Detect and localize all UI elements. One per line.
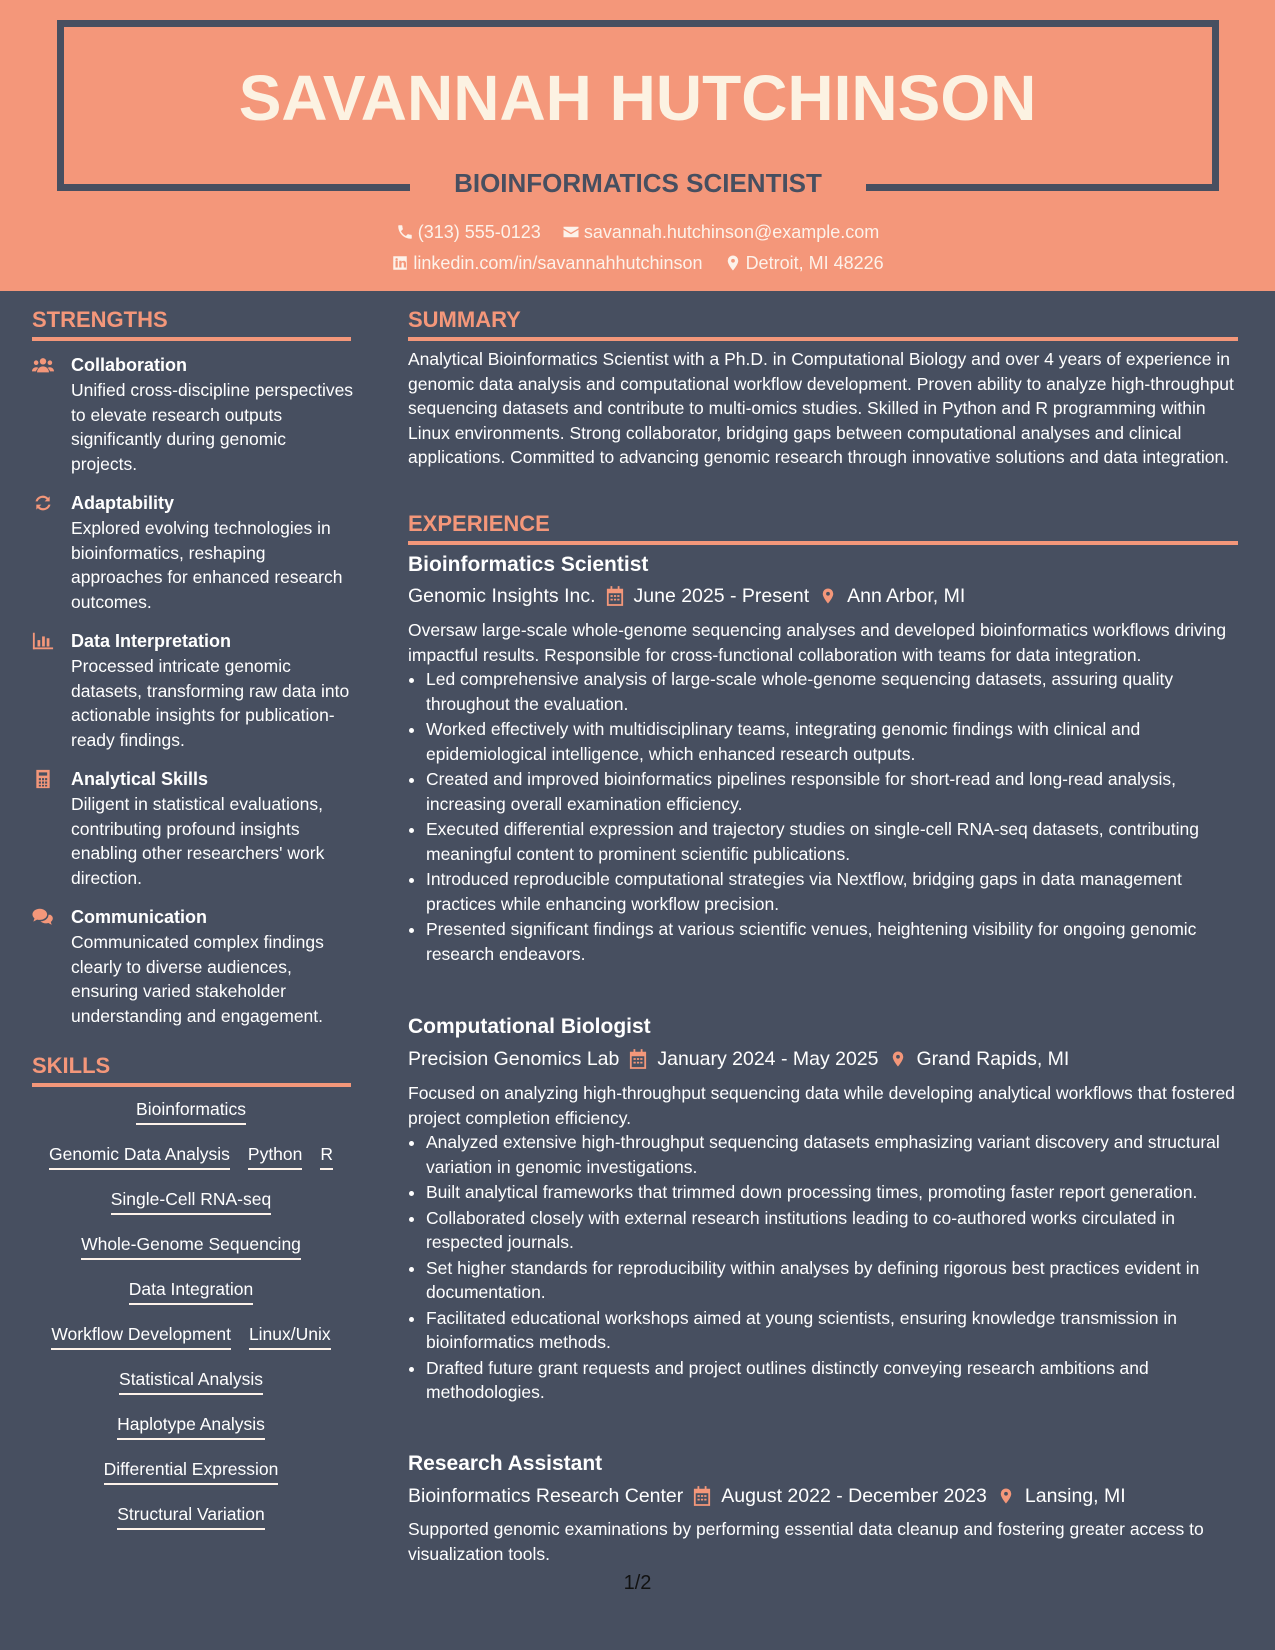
company-name: Bioinformatics Research Center xyxy=(408,1485,684,1507)
location-text: Detroit, MI 48226 xyxy=(745,253,884,273)
section-divider xyxy=(408,541,1238,545)
skill-row xyxy=(32,1367,350,1412)
envelope-icon xyxy=(562,223,580,241)
job-dates: January 2024 - May 2025 xyxy=(657,1048,879,1070)
skill-tag: Differential Expression xyxy=(104,1457,279,1485)
job-meta xyxy=(408,583,965,609)
skill-tag: Linux/Unix xyxy=(249,1322,331,1350)
strength-description: Explored evolving technologies in bioinformatics, reshaping approaches for enhanced research outcomes. xyxy=(71,518,343,612)
skills-list xyxy=(32,1097,350,1547)
comments-icon xyxy=(32,907,54,927)
strengths-heading: STRENGTHS xyxy=(32,307,168,332)
frame-border xyxy=(57,184,410,191)
section-divider xyxy=(32,337,351,341)
skill-row xyxy=(32,1277,350,1322)
refresh-icon xyxy=(32,493,54,513)
page-number: 1/2 xyxy=(623,1572,652,1594)
calendar-icon xyxy=(693,1486,711,1506)
strength-description: Diligent in statistical evaluations, contributing profound insights enabling other researchers' work direction. xyxy=(71,794,325,888)
job-bullets xyxy=(408,667,1238,966)
bar-chart-icon xyxy=(32,631,54,651)
header-banner xyxy=(0,0,1275,291)
skill-tag: Single-Cell RNA-seq xyxy=(111,1187,271,1215)
map-pin-icon xyxy=(889,1049,907,1069)
summary-heading: SUMMARY xyxy=(408,307,521,332)
calendar-icon xyxy=(606,586,624,606)
location-item xyxy=(724,251,884,275)
strength-description: Unified cross-discipline perspectives to elevate research outputs significantly during genomic projects. xyxy=(71,380,354,474)
skill-row xyxy=(32,1097,350,1142)
frame-border xyxy=(866,184,1219,191)
section-divider xyxy=(408,337,1238,341)
strength-item xyxy=(32,491,352,621)
job-title-heading: BIOINFORMATICS SCIENTIST xyxy=(454,168,822,198)
skill-row xyxy=(32,1142,350,1187)
strength-title: Analytical Skills xyxy=(71,769,209,789)
email-link[interactable]: savannah.hutchinson@example.com xyxy=(583,222,880,242)
skill-tag: Genomic Data Analysis xyxy=(49,1142,230,1170)
summary-text: Analytical Bioinformatics Scientist with a Ph.D. in Computational Biology and over 4 years of experience in genomic data analysis and computational workflow development. Proven ability to analyze high-throughput sequencing datasets and contribute to multi-omics studies. Skilled in Python and R programming within Linux environments. Strong collaborator, bridging gaps between computational analyses and clinical applications. Committed to advancing genomic research through innovative solutions and data integration. xyxy=(408,349,1234,467)
job-bullets xyxy=(408,1130,1238,1405)
contact-row xyxy=(0,251,1275,278)
bullet-item: • Created and improved bioinformatics pipelines responsible for short-read and long-read analysis, increasing overall examination efficiency. xyxy=(426,767,1238,816)
skill-tag: Python xyxy=(248,1142,302,1170)
phone-text: (313) 555-0123 xyxy=(417,222,541,242)
section-divider xyxy=(32,1083,351,1087)
calendar-icon xyxy=(629,1049,647,1069)
strength-item xyxy=(32,905,352,1035)
skill-tag: Whole-Genome Sequencing xyxy=(81,1232,301,1260)
skill-row xyxy=(32,1232,350,1277)
bullet-item: • Analyzed extensive high-throughput sequencing datasets emphasizing variant discovery and structural variation in genomic investigations. xyxy=(426,1130,1238,1179)
skill-row xyxy=(32,1502,350,1547)
skill-tag: Structural Variation xyxy=(117,1502,265,1530)
skill-tag: Data Integration xyxy=(129,1277,254,1305)
map-pin-icon xyxy=(997,1486,1015,1506)
strength-description: Communicated complex findings clearly to diverse audiences, ensuring varied stakeholder understanding and engagement. xyxy=(71,932,324,1026)
map-pin-icon xyxy=(819,586,837,606)
company-name: Precision Genomics Lab xyxy=(408,1048,620,1070)
job-meta xyxy=(408,1046,1069,1072)
frame-border xyxy=(57,20,1219,27)
candidate-name: SAVANNAH HUTCHINSON xyxy=(238,62,1037,134)
bullet-item: • Drafted future grant requests and project outlines distinctly conveying research ambitions and methodologies. xyxy=(426,1356,1238,1405)
strength-description: Processed intricate genomic datasets, transforming raw data into actionable insights for publication-ready findings. xyxy=(71,656,350,750)
strength-item xyxy=(32,353,352,483)
calculator-icon xyxy=(32,769,54,789)
linkedin-icon xyxy=(391,254,409,272)
skill-tag: Statistical Analysis xyxy=(119,1367,263,1395)
job-dates: June 2025 - Present xyxy=(633,585,810,607)
job-body xyxy=(408,618,1238,967)
bullet-item: • Led comprehensive analysis of large-scale whole-genome sequencing datasets, assuring quality throughout the evaluation. xyxy=(426,667,1238,716)
bullet-item: • Worked effectively with multidisciplinary teams, integrating genomic findings with clinical and epidemiological intelligence, which enhanced research outputs. xyxy=(426,717,1238,766)
bullet-item: • Facilitated educational workshops aimed at young scientists, ensuring knowledge transmission in bioinformatics methods. xyxy=(426,1306,1238,1355)
map-pin-icon xyxy=(724,254,742,272)
job-location: Ann Arbor, MI xyxy=(847,585,966,607)
bullet-item: • Collaborated closely with external research institutions leading to co-authored works circulated in respected journals. xyxy=(426,1206,1238,1255)
contact-row xyxy=(0,220,1275,247)
linkedin-link[interactable]: linkedin.com/in/savannahhutchinson xyxy=(413,253,703,273)
phone-icon xyxy=(396,223,414,241)
experience-heading: EXPERIENCE xyxy=(408,511,550,536)
strength-title: Adaptability xyxy=(71,493,175,513)
strength-title: Collaboration xyxy=(71,355,187,375)
skill-tag: R xyxy=(320,1142,333,1170)
bullet-item: • Set higher standards for reproducibility within analyses by defining rigorous best practices evident in documentation. xyxy=(426,1256,1238,1305)
job-title: Computational Biologist xyxy=(408,1015,651,1038)
skill-tag: Haplotype Analysis xyxy=(117,1412,265,1440)
strength-title: Communication xyxy=(71,907,208,927)
strength-item xyxy=(32,767,352,897)
skill-row xyxy=(32,1457,350,1502)
email-item[interactable] xyxy=(562,220,879,244)
skill-tag: Bioinformatics xyxy=(136,1097,246,1125)
bullet-item: • Executed differential expression and trajectory studies on single-cell RNA-seq datasets, contributing meaningful content to prominent scientific publications. xyxy=(426,817,1238,866)
company-name: Genomic Insights Inc. xyxy=(408,585,596,607)
bullet-item: • Built analytical frameworks that trimmed down processing times, promoting faster report generation. xyxy=(426,1180,1238,1205)
skills-heading: SKILLS xyxy=(32,1053,111,1078)
strength-item xyxy=(32,629,352,759)
skill-row xyxy=(32,1187,350,1232)
job-description: Oversaw large-scale whole-genome sequencing analyses and developed bioinformatics workflows driving impactful results. Responsible for cross-functional collaboration with teams for data integration. xyxy=(408,620,1227,665)
phone-item xyxy=(396,220,541,244)
strength-title: Data Interpretation xyxy=(71,631,232,651)
skill-row xyxy=(32,1322,350,1367)
job-body xyxy=(408,1081,1238,1406)
skill-row xyxy=(32,1412,350,1457)
job-location: Lansing, MI xyxy=(1024,1485,1126,1507)
skill-tag: Workflow Development xyxy=(51,1322,231,1350)
job-location: Grand Rapids, MI xyxy=(916,1048,1070,1070)
bullet-item: • Introduced reproducible computational strategies via Nextflow, bridging gaps in data management practices while enhancing workflow precision. xyxy=(426,867,1238,916)
bullet-item: • Presented significant findings at various scientific venues, heightening visibility for ongoing genomic research endeavors. xyxy=(426,917,1238,966)
job-description: Supported genomic examinations by performing essential data cleanup and fostering greater access to visualization tools. xyxy=(408,1519,1204,1564)
job-meta xyxy=(408,1483,1126,1509)
job-title: Research Assistant xyxy=(408,1452,603,1475)
job-dates: August 2022 - December 2023 xyxy=(721,1485,987,1507)
linkedin-item[interactable] xyxy=(391,251,702,275)
job-title: Bioinformatics Scientist xyxy=(408,553,649,576)
users-icon xyxy=(32,355,54,375)
job-description: Focused on analyzing high-throughput sequencing data while developing analytical workflows that fostered project completion efficiency. xyxy=(408,1083,1235,1128)
